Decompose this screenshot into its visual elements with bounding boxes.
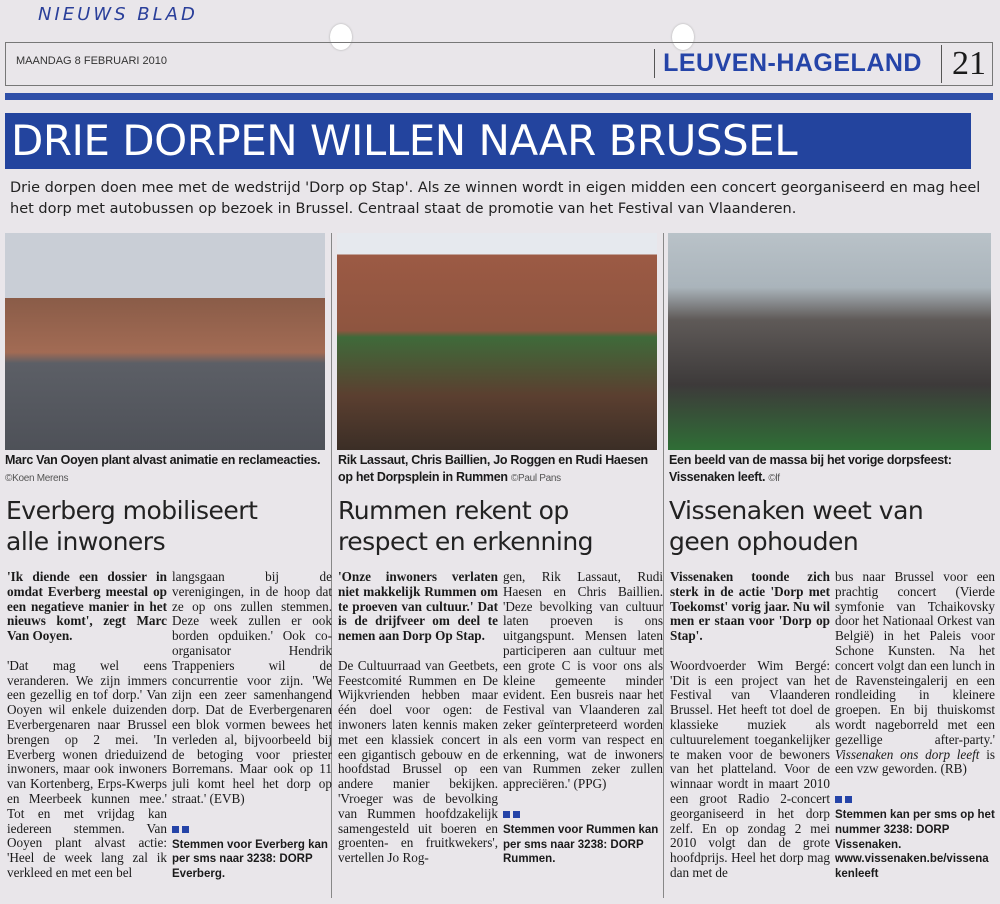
photo-rummen [337, 233, 657, 450]
website-link[interactable]: www.vissenaken.be/vissenakenleeft [835, 853, 989, 881]
photo-caption: Een beeld van de massa bij het vorige dorpsfeest: Vissenaken leeft. ©lf [669, 453, 952, 484]
article-title: Everberg mobiliseert alle inwoners [6, 496, 258, 556]
sms-box: Stemmen voor Rummen kan per sms naar 3238: DORP Rummen. [503, 808, 663, 867]
sms-box: Stemmen voor Everberg kan per sms naar 3238: DORP Everberg. [172, 823, 332, 882]
handwritten-note: NIEUWS BLAD [38, 4, 198, 25]
article-title: Vissenaken weet van geen ophouden [669, 496, 924, 556]
page-header [5, 42, 993, 86]
article-column: langsgaan bij de verenigingen, in de hoop dat ze op ons zullen stemmen. Deze week zullen er ook borden opduiken.' Ook co-organisator Hendrik Trappeniers wil de concurrentie voor zijn. 'We zijn een zeer samenhangend dorp. Dat de Everbergenaren een blok vormen bewees het verleden al, bijvoorbeeld bij de betoging voor priester Borremans. Maar ook op 11 juli komt heel het dorp op straat.' (EVB) Stemmen voor Everberg kan per sms naar 3238: DORP Everberg. [172, 569, 332, 881]
photo-caption: Marc Van Ooyen plant alvast animatie en reclameacties. ©Koen Merens [5, 453, 321, 484]
article-column: bus naar Brussel voor een prachtig concert (Vierde symfonie van Tchaikovsky door het Nationaal Orkest van België) in het Paleis voor Schone Kunsten. Na het concert volgt dan een lunch in de Ravensteingalerij en een rondleiding in kleinere groepen. En bij thuiskomst wordt nageborreld met een gezellige after-party.' Vissenaken ons dorp leeft is een vzw geworden. (RB) Stemmen kan per sms op het nummer 3238: DORP Vissenaken. www.vissenaken.be/vissenakenleeft [835, 569, 995, 881]
article-title: Rummen rekent op respect en erkenning [338, 496, 594, 556]
sms-box: Stemmen kan per sms op het nummer 3238: DORP Vissenaken. www.vissenaken.be/vissenakenleeft [835, 793, 995, 882]
article-column: Vissenaken toonde zich sterk in de actie 'Dorp met Toekomst' vorig jaar. Nu wil men er staan voor 'Dorp op Stap'. Woordvoerder Wim Bergé: 'Dit is een project van het Festival van Vlaanderen Brussel. Het heeft tot doel de klassieke muziek als cultuurelement toegankelijker te maken voor de bewoners van het platteland. Voor de winnaar wordt in maart 2010 een groot Radio 2-concert georganiseerd in het dorp zelf. En op zondag 2 mei 2010 volgt dan de grote hoofdprijs. Heel het dorp mag dan met de [670, 569, 830, 880]
photo-vissenaken [668, 233, 991, 450]
article-column: 'Onze inwoners verlaten niet makkelijk Rummen om te proeven van cultuur.' Dat is de drijfveer om deel te nemen aan Dorp Op Stap. De Cultuurraad van Geetbets, Feestcomité Rummen en De Wijkvrienden hebben maar één doel voor ogen: de inwoners laten kennis maken met een klassiek concert in een gigantisch gebouw en de hoofdstad Brussel op een andere manier bekijken. 'Vroeger was de bevolking van Rummen hoofdzakelijk samengesteld uit boeren en groenten- en fruitkwekers', vertellen Jo Rog- [338, 569, 498, 866]
photo-caption: Rik Lassaut, Chris Baillien, Jo Roggen en Rudi Haesen op het Dorpsplein in Rummen ©Paul Pans [338, 453, 648, 484]
article-column: 'Ik diende een dossier in omdat Everberg meestal op een negatieve manier in het nieuws komt', zegt Marc Van Ooyen. 'Dat mag wel eens veranderen. We zijn immers een gezellig en tof dorp.' Van Ooyen wil enkele duizenden Everbergenaren naar Brussel brengen op 2 mei. 'In Everberg wonen drieduizend inwoners, maar ook inwoners van Kortenberg, Erps-Kwerps en Meerbeek kunnen mee.' Tot en met vrijdag kan iedereen stemmen. Van Ooyen plant alvast actie: 'Heel de week lang zal ik verkleed en met een bel [7, 569, 167, 880]
divider [5, 93, 993, 100]
headline: DRIE DORPEN WILLEN NAAR BRUSSEL [5, 113, 971, 169]
section-title: LEUVEN-HAGELAND [654, 49, 922, 78]
page-number: 21 [941, 45, 986, 83]
column-rule [663, 233, 664, 898]
intro-paragraph: Drie dorpen doen mee met de wedstrijd 'Dorp op Stap'. Als ze winnen wordt in eigen midden een concert georganiseerd en mag heel het dorp met autobussen op bezoek in Brussel. Centraal staat de promotie van het Festival van Vlaanderen. [10, 180, 981, 217]
article-column: gen, Rik Lassaut, Rudi Haesen en Chris Baillien. 'Deze bevolking van cultuur laten proeven is ons uitgangspunt. Mensen laten participeren aan cultuur met een grote C is voor ons als kleine gemeente minder evident. Een busreis naar het Festival van Vlaanderen zal zeker geïnterpreteerd worden als een vorm van respect en erkenning, wat de inwoners van Rummen zeker zullen appreciëren.' (PPG) Stemmen voor Rummen kan per sms naar 3238: DORP Rummen. [503, 569, 663, 866]
issue-date: MAANDAG 8 FEBRUARI 2010 [16, 55, 167, 67]
photo-everberg [5, 233, 325, 450]
